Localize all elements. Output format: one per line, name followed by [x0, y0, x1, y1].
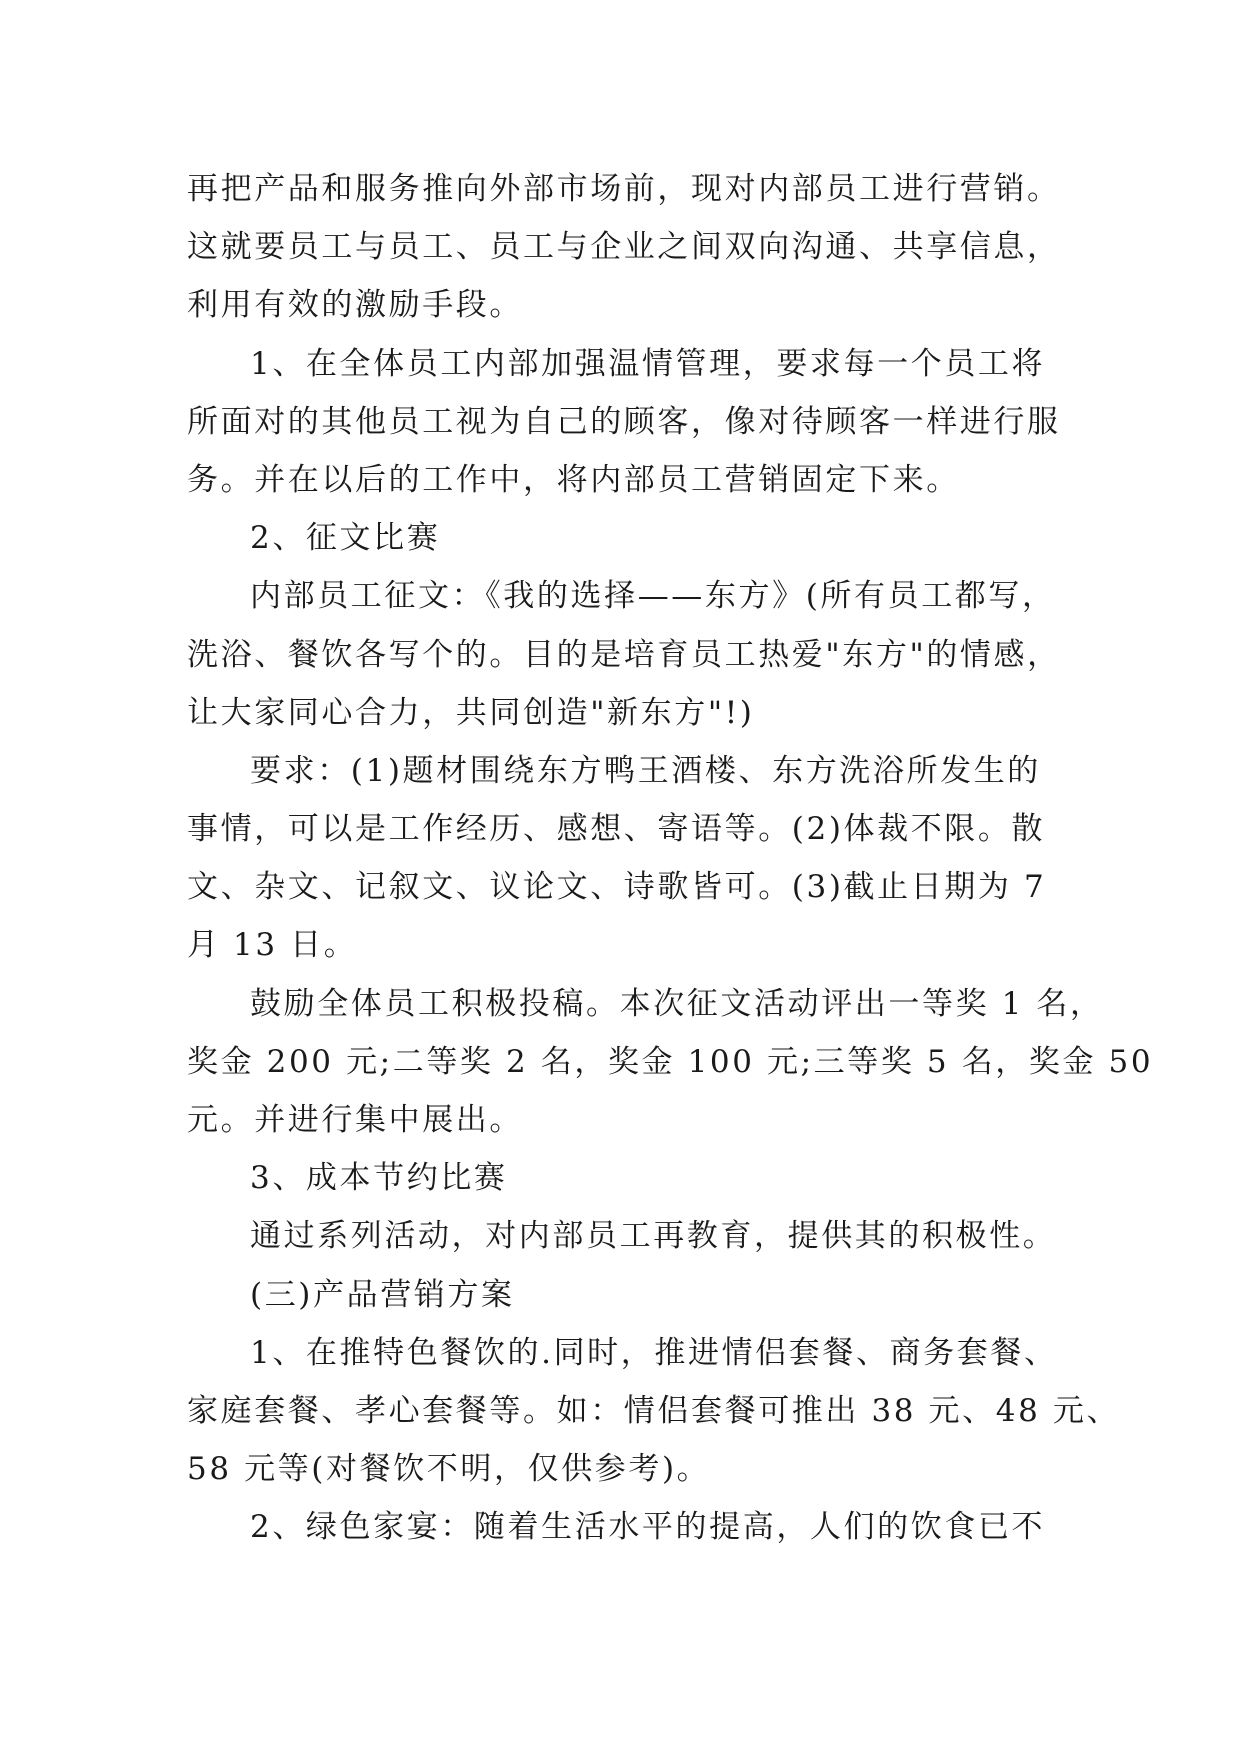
- paragraph-essay-requirements: [187, 742, 1057, 975]
- paragraph-cost-saving: [187, 1207, 1057, 1265]
- text-line: 1、在全体员工内部加强温情管理，要求每一个员工将: [250, 345, 1046, 382]
- text-line: 通过系列活动，对内部员工再教育，提供其的积极性。: [250, 1218, 1057, 1255]
- text-line: 家庭套餐、孝心套餐等。如：情侣套餐可推出 38 元、48 元、: [187, 1392, 1121, 1429]
- text-line: (三)产品营销方案: [250, 1276, 515, 1313]
- text-line: 所面对的其他员工视为自己的顾客，像对待顾客一样进行服: [187, 403, 1061, 440]
- heading-cost-saving-contest: [187, 1149, 1057, 1207]
- text-line: 2、征文比赛: [250, 520, 441, 557]
- text-line: 让大家同心合力，共同创造"新东方"!): [187, 694, 755, 731]
- paragraph-internal-marketing-intro: [187, 160, 1061, 335]
- heading-essay-contest: [187, 509, 1057, 567]
- text-line: 月 13 日。: [187, 927, 358, 964]
- text-line: 文、杂文、记叙文、议论文、诗歌皆可。(3)截止日期为 7: [187, 869, 1047, 906]
- text-line: 58 元等(对餐饮不明，仅供参考)。: [187, 1451, 711, 1488]
- text-line: 洗浴、餐饮各写个的。目的是培育员工热爱"东方"的情感，: [187, 636, 1061, 673]
- text-line: 这就要员工与员工、员工与企业之间双向沟通、共享信息，: [187, 229, 1061, 266]
- paragraph-set-meals: [187, 1324, 1121, 1499]
- text-line: 要求：(1)题材围绕东方鸭王酒楼、东方洗浴所发生的: [250, 752, 1041, 789]
- text-line: 鼓励全体员工积极投稿。本次征文活动评出一等奖 1 名，: [250, 985, 1104, 1022]
- heading-product-marketing-plan: [187, 1266, 1057, 1324]
- text-line: 利用有效的激励手段。: [187, 287, 523, 324]
- document-body: [187, 160, 1154, 1557]
- text-line: 内部员工征文：《我的选择——东方》(所有员工都写，: [250, 578, 1056, 615]
- text-line: 奖金 200 元;二等奖 2 名，奖金 100 元;三等奖 5 名，奖金 50: [187, 1043, 1154, 1080]
- paragraph-warm-management: [187, 335, 1061, 510]
- text-line: 事情，可以是工作经历、感想、寄语等。(2)体裁不限。散: [187, 811, 1046, 848]
- text-line: 1、在推特色餐饮的.同时，推进情侣套餐、商务套餐、: [250, 1334, 1058, 1371]
- text-line: 务。并在以后的工作中，将内部员工营销固定下来。: [187, 461, 960, 498]
- text-line: 2、绿色家宴：随着生活水平的提高，人们的饮食已不: [250, 1509, 1046, 1546]
- paragraph-essay-topic: [187, 567, 1061, 742]
- text-line: 元。并进行集中展出。: [187, 1102, 523, 1138]
- paragraph-essay-prizes: [187, 975, 1154, 1150]
- text-line: 再把产品和服务推向外部市场前，现对内部员工进行营销。: [187, 171, 1061, 207]
- text-line: 3、成本节约比赛: [250, 1160, 508, 1197]
- paragraph-green-family-banquet: [187, 1498, 1057, 1556]
